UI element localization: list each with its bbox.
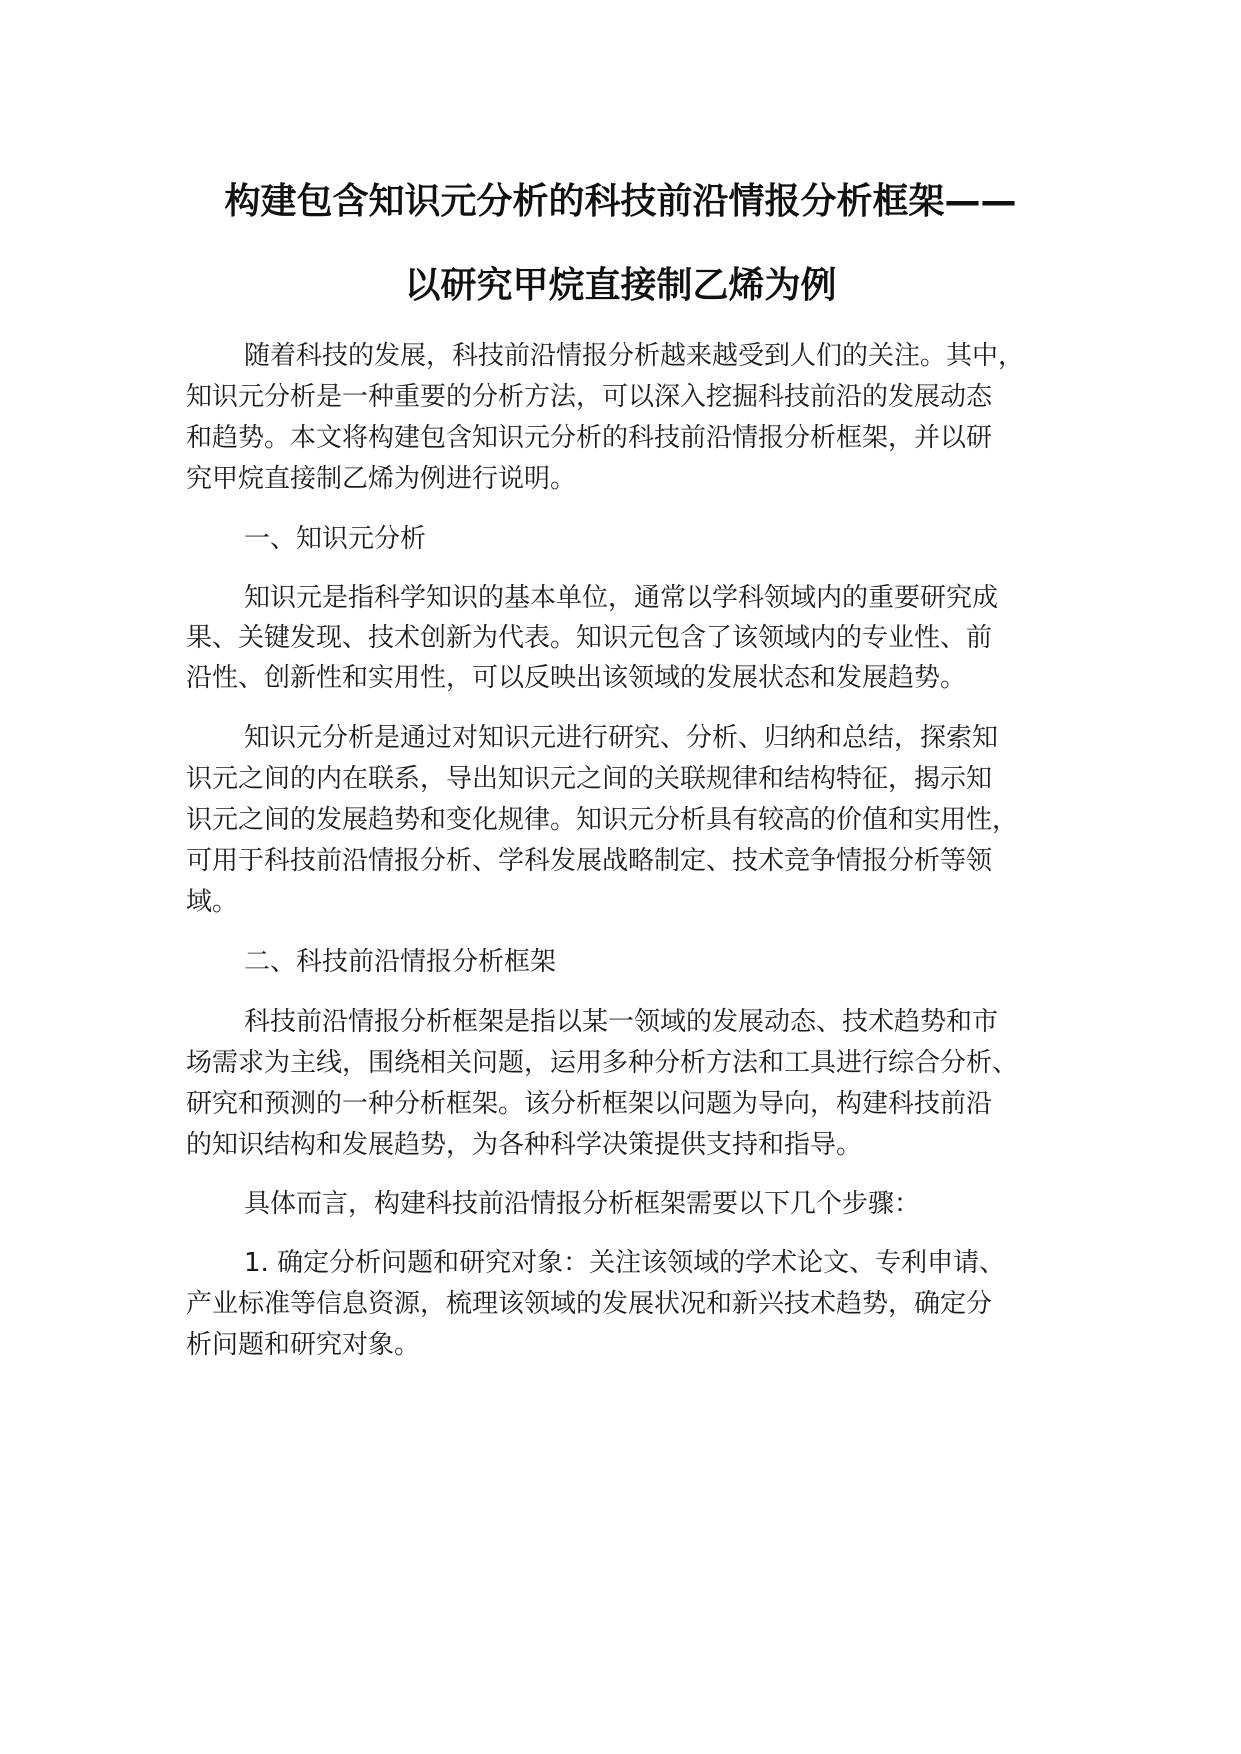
section-1-paragraph-1-line: 沿性、创新性和实用性，可以反映出该领域的发展状态和发展趋势。 [186, 663, 967, 693]
section-1-paragraph-2-line: 识元之间的内在联系，导出知识元之间的关联规律和结构特征，揭示知 [186, 764, 993, 794]
section-2-paragraph-1-line: 研究和预测的一种分析框架。该分析框架以问题为导向，构建科技前沿 [186, 1089, 993, 1119]
document-title-line-1: 构建包含知识元分析的科技前沿情报分析框架—— [224, 181, 1017, 222]
intro-paragraph-line: 究甲烷直接制乙烯为例进行说明。 [186, 464, 577, 494]
section-heading-2: 二、科技前沿情报分析框架 [244, 947, 557, 977]
section-2-paragraph-1-line: 科技前沿情报分析框架是指以某一领域的发展动态、技术趋势和市 [244, 1007, 999, 1037]
section-2-paragraph-2-line: 具体而言，构建科技前沿情报分析框架需要以下几个步骤： [244, 1189, 921, 1219]
intro-paragraph-line: 和趋势。本文将构建包含知识元分析的科技前沿情报分析框架，并以研 [186, 423, 993, 453]
document-title-line-2: 以研究甲烷直接制乙烯为例 [404, 265, 837, 306]
section-heading-1: 一、知识元分析 [244, 524, 427, 554]
step-1-line: 析问题和研究对象。 [186, 1330, 421, 1360]
section-1-paragraph-2-line: 识元之间的发展趋势和变化规律。知识元分析具有较高的价值和实用性， [186, 805, 1019, 835]
section-1-paragraph-2-line: 域。 [186, 887, 239, 917]
section-2-paragraph-1-line: 场需求为主线，围绕相关问题，运用多种分析方法和工具进行综合分析、 [186, 1048, 1019, 1078]
section-1-paragraph-2-line: 可用于科技前沿情报分析、学科发展战略制定、技术竞争情报分析等领 [186, 846, 993, 876]
step-1-line: 1. 确定分析问题和研究对象：关注该领域的学术论文、专利申请、 [244, 1248, 1006, 1278]
section-1-paragraph-2-line: 知识元分析是通过对知识元进行研究、分析、归纳和总结，探索知 [244, 723, 999, 753]
intro-paragraph-line: 随着科技的发展，科技前沿情报分析越来越受到人们的关注。其中， [244, 341, 1025, 371]
section-1-paragraph-1-line: 果、关键发现、技术创新为代表。知识元包含了该领域内的专业性、前 [186, 623, 993, 653]
step-1-line: 产业标准等信息资源，梳理该领域的发展状况和新兴技术趋势，确定分 [186, 1289, 993, 1319]
section-1-paragraph-1-line: 知识元是指科学知识的基本单位，通常以学科领域内的重要研究成 [244, 583, 999, 613]
section-2-paragraph-1-line: 的知识结构和发展趋势，为各种科学决策提供支持和指导。 [186, 1130, 863, 1160]
intro-paragraph-line: 知识元分析是一种重要的分析方法，可以深入挖掘科技前沿的发展动态 [186, 382, 993, 412]
